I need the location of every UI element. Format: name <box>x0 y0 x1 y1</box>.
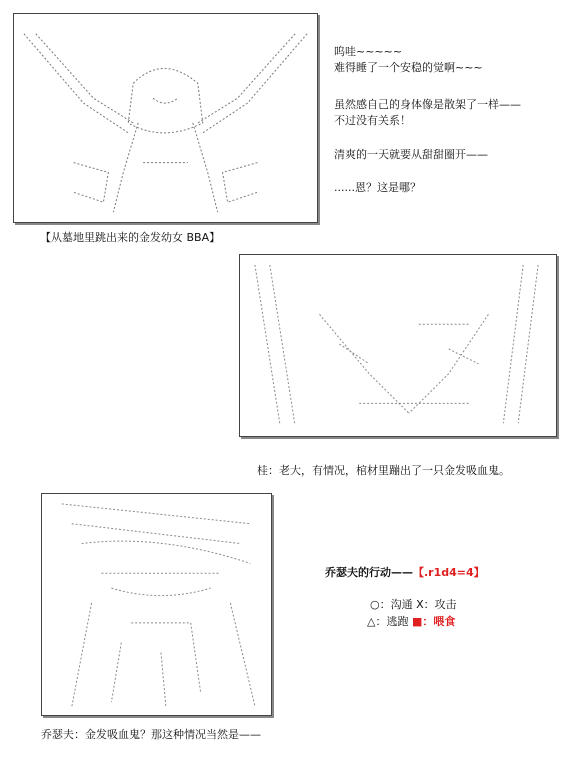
option-feed-text: ：喂食 <box>422 615 456 628</box>
option-attack: X：攻击 <box>416 598 457 611</box>
action-label-text: 乔瑟夫的行动—— <box>325 566 413 579</box>
narration-line-5: 清爽的一天就要从甜甜圈开—— <box>334 148 488 161</box>
panel2-dialogue: 桂：老大，有情况，棺材里蹦出了一只金发吸血鬼。 <box>257 464 510 477</box>
panel1-caption: 【从墓地里跳出来的金发幼女 BBA】 <box>40 231 221 244</box>
stretching-girl-art <box>14 14 317 222</box>
art-panel-stretching-girl <box>13 13 318 223</box>
option-communicate: ○：沟通 <box>370 598 413 611</box>
art-panel-closeup <box>239 254 557 437</box>
dice-roll-result: 【.r1d4=4】 <box>413 566 485 579</box>
art-panel-joseph <box>41 493 272 716</box>
option-line-2 <box>367 614 455 629</box>
narration-line-6: ......恩？这是哪？ <box>334 181 421 194</box>
narration-line-2: 难得睡了一个安稳的觉啊~~~ <box>334 61 483 74</box>
narration-line-1: 呜哇~~~~~ <box>334 45 403 58</box>
joseph-art <box>42 494 271 715</box>
panel3-dialogue: 乔瑟夫：金发吸血鬼？那这种情况当然是—— <box>41 728 261 741</box>
option-line-1 <box>370 597 457 612</box>
narration-line-3: 虽然感自己的身体像是散架了一样—— <box>334 98 521 111</box>
narration-line-4: 不过没有关系！ <box>334 114 411 127</box>
option-escape: △：逃跑 <box>367 615 409 628</box>
option-feed <box>412 615 455 628</box>
closeup-art <box>240 255 556 436</box>
square-marker-icon: ■ <box>411 615 423 628</box>
action-label <box>325 565 485 580</box>
